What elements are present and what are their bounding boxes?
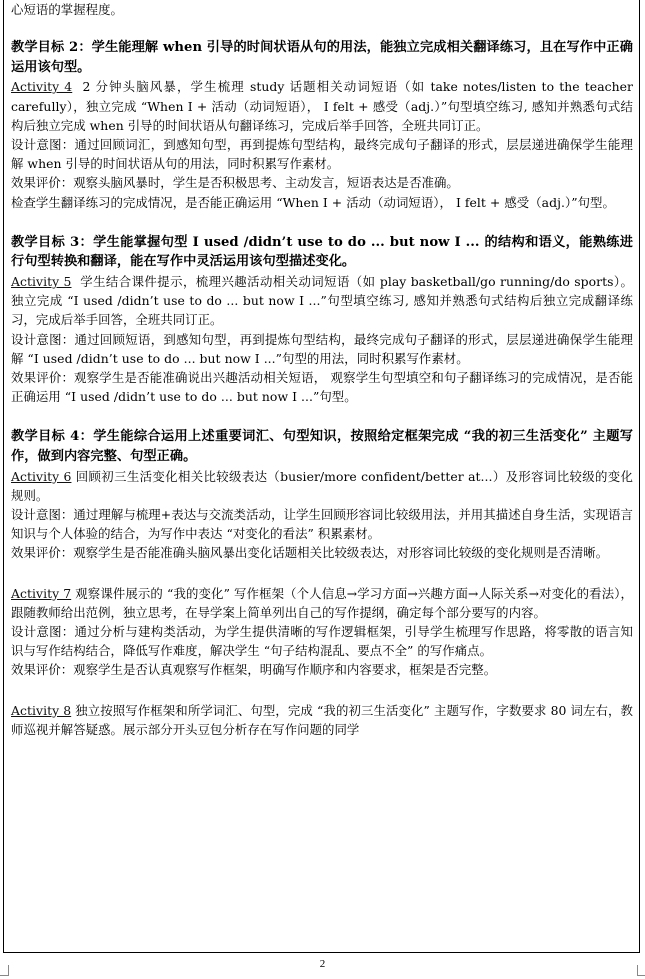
- activity-8-label: Activity 8: [11, 702, 72, 718]
- activity-6: [11, 467, 633, 505]
- goal-2-eval-2: 检查学生翻译练习的完成情况，是否能正确运用 “When I + 活动（动词短语）， I felt + 感受（adj.）”句型。: [11, 194, 615, 210]
- goal-2-design: 设计意图：通过回顾词汇，到感知句型，再到提炼句型结构，最终完成句子翻译的形式，层层递进确保学生能理解 when 引导的时间状语从句的用法，同时积累写作素材。: [11, 137, 633, 172]
- activity-6-eval: 效果评价：观察学生是否能准确头脑风暴出变化话题相关比较级表达，对形容词比较级的变化规则是否清晰。: [11, 545, 609, 561]
- page-number: 2: [319, 958, 326, 970]
- goal-2-eval-1: 效果评价：观察头脑风暴时，学生是否积极思考、主动发言，短语表达是否准确。: [11, 175, 459, 191]
- activity-5-text: 学生结合课件提示，梳理兴趣活动相关动词短语（如 play basketball/go running/do sports）。 独立完成 “I used /didn’t use to do ... but now I ...”句型填空练习, 感知并熟悉句式结构后独立完成翻译练习，完成后举手回答，全班共同订正。: [11, 274, 634, 328]
- goal-4-title: 教学目标 4：学生能综合运用上述重要词汇、句型知识，按照给定框架完成 “我的初三生活变化” 主题写作，做到内容完整、句型正确。: [11, 429, 633, 465]
- goal-2-title: 教学目标 2：学生能理解 when 引导的时间状语从句的用法，能独立完成相关翻译练习，且在写作中正确运用该句型。: [11, 40, 633, 75]
- goal-3-title: 教学目标 3：学生能掌握句型 I used /didn’t use to do ... but now I ... 的结构和语义，能熟练进行句型转换和翻译，能在写作中灵活运用该句型描述变化。: [11, 234, 633, 270]
- activity-7: [11, 584, 633, 622]
- activity-4: [11, 77, 633, 135]
- activity-4-text: 2 分钟头脑风暴，学生梳理 study 话题相关动词短语（如 take notes/listen to the teacher carefully），独立完成 “When I + 活动（动词短语）， I felt + 感受（adj.）”句型填空练习, 感知并熟悉句式结构后独立完成 when 引导的时间状语从句翻译练习，完成后举手回答，全班共同订正。: [11, 79, 634, 133]
- activity-4-label: Activity 4: [11, 79, 73, 95]
- goal-3-design: 设计意图：通过回顾短语，到感知句型，再到提炼句型结构，最终完成句子翻译的形式，层层递进确保学生能理解 “I used /didn’t use to do ... but now I ...”句型的用法，同时积累写作素材。: [11, 331, 633, 366]
- activity-8: [11, 701, 633, 739]
- goal-3-eval: 效果评价：观察学生是否能准确说出兴趣活动相关短语， 观察学生句型填空和句子翻译练习的完成情况，是否能正确运用 “I used /didn’t use to do ... but now I ...”句型。: [11, 370, 633, 405]
- cell-content: [4, 0, 639, 739]
- activity-7-label: Activity 7: [11, 585, 72, 601]
- activity-6-text: 回顾初三生活变化相关比较级表达（busier/more confident/better at...）及形容词比较级的变化规则。: [11, 468, 634, 503]
- activity-8-text: 独立按照写作框架和所学词汇、句型，完成 “我的初三生活变化” 主题写作，字数要求 80 词左右，教师巡视并解答疑惑。展示部分开头豆包分析存在写作问题的同学: [11, 702, 634, 737]
- activity-7-eval: 效果评价：观察学生是否认真观察写作框架，明确写作顺序和内容要求，框架是否完整。: [11, 662, 497, 678]
- lesson-plan-table-cell: [3, 0, 640, 953]
- activity-7-design: 设计意图：通过分析与建构类活动，为学生提供清晰的写作逻辑框架，引导学生梳理写作思路，将零散的语言知识与写作结构结合，降低写作难度，解决学生 “句子结构混乱、要点不全” 的写作痛点。: [11, 624, 633, 659]
- activity-7-text: 观察课件展示的 “我的变化” 写作框架（个人信息→学习方面→兴趣方面→人际关系→对变化的看法），跟随教师给出范例，独立思考，在导学案上简单列出自己的写作提纲，确定每个部分要写的内容。: [11, 585, 633, 620]
- activity-5: [11, 272, 633, 330]
- intro-line: 心短语的掌握程度。: [11, 2, 123, 17]
- activity-6-design: 设计意图：通过理解与梳理+表达与交流类活动，让学生回顾形容词比较级用法，并用其描述自身生活，实现语言知识与个人体验的结合，为写作中表达 “对变化的看法” 积累素材。: [11, 507, 633, 542]
- activity-5-label: Activity 5: [11, 274, 72, 289]
- activity-6-label: Activity 6: [11, 468, 72, 484]
